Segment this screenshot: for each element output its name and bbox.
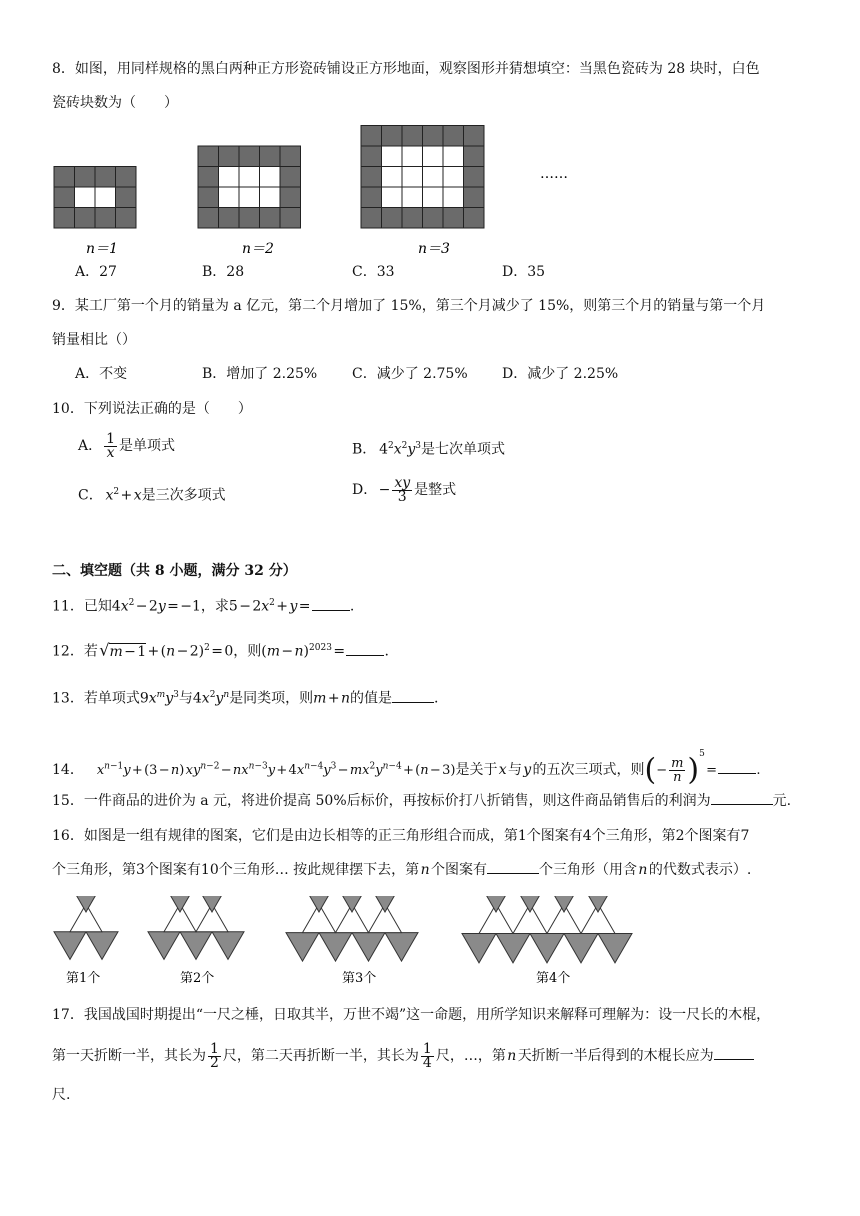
black-tile xyxy=(95,167,116,188)
black-tile xyxy=(75,167,96,188)
black-tile xyxy=(260,208,281,229)
black-tile xyxy=(198,167,219,188)
black-tile xyxy=(382,126,403,147)
white-tile xyxy=(382,167,403,188)
q15: 15．一件商品的进价为 a 元，将进价提高 50%后标价，再按标价打八折销售，则这件商品销售后的利润为 元. xyxy=(52,790,791,812)
q16-stem-line2: 个三角形，第3个图案有10个三角形… 按此规律摆下去，第 n 个图案有 个三角形（用含 n 的代数式表示）. xyxy=(52,859,751,881)
black-tile xyxy=(219,146,240,167)
q9-stem-line2: 销量相比（） xyxy=(52,332,136,348)
q8-stem-line2: 瓷砖块数为（ ） xyxy=(52,95,178,111)
q14: 14． $x^{n-1}y$ + (3 − n) $xy^{n-2}$ − $nx^{n-3}y$ + $4x^{n-4}y^3$ − $mx^2y^{n-4}$ + (n − 3)是关于 x 与 y 的五次三项式，则(− $\frac{m}{n}$ )$^5$ = . xyxy=(52,749,761,788)
fraction-m-over-n: $\frac{m}{n}$ xyxy=(671,756,684,785)
top-triangle xyxy=(581,896,615,912)
black-tile xyxy=(361,187,382,208)
q17-stem-line2: 第一天折断一半，其长为 $\frac{1}{2}$ 尺，第二天再折断一半，其长为 $\frac{1}{4}$ 尺，…，第 n 天折断一半后得到的木棍长应为 xyxy=(52,1036,754,1076)
q9-option-d[interactable]: D．减少了 2.25% xyxy=(502,366,619,382)
fig-label-4: 第4个 xyxy=(536,971,571,986)
q10-option-b[interactable]: B． $4^2x^2y^3$是七次单项式 xyxy=(352,441,506,458)
q13-answer-blank[interactable] xyxy=(392,688,434,703)
white-tile xyxy=(443,146,464,167)
top-triangle xyxy=(164,896,196,912)
white-tile xyxy=(402,146,423,167)
q12: 12．若 √m − 1 + (n − 2)$^2$ = 0，则(m − n)$^{2023}$ = . xyxy=(52,640,389,660)
black-tile xyxy=(443,126,464,147)
bottom-triangle xyxy=(352,933,385,962)
q10-stem: 10．下列说法正确的是（ ） xyxy=(52,401,252,417)
black-tile xyxy=(239,208,260,229)
white-tile xyxy=(95,187,116,208)
black-tile xyxy=(361,146,382,167)
bottom-triangle xyxy=(212,932,244,960)
black-tile xyxy=(402,208,423,229)
top-triangle xyxy=(303,896,336,912)
black-tile xyxy=(116,187,137,208)
q8-stem-line1: 8．如图，用同样规格的黑白两种正方形瓷砖铺设正方形地面，观察图形并猜想填空：当黑色瓷砖为 28 块时，白色 xyxy=(52,61,760,77)
white-tile xyxy=(260,187,281,208)
white-tile xyxy=(423,187,444,208)
fig-label-3: 第3个 xyxy=(342,971,377,986)
black-tile xyxy=(464,167,485,188)
q11-answer-blank[interactable] xyxy=(312,596,350,611)
black-tile xyxy=(260,146,281,167)
white-tile xyxy=(219,167,240,188)
black-tile xyxy=(280,167,301,188)
black-tile xyxy=(464,126,485,147)
q8-option-a[interactable]: A．27 xyxy=(75,264,117,280)
black-tile xyxy=(361,126,382,147)
fraction-1-over-x: $\frac{1}{x}$ xyxy=(106,430,116,461)
top-triangle xyxy=(336,896,369,912)
white-tile xyxy=(239,167,260,188)
black-tile xyxy=(382,208,403,229)
fig-label-1: 第1个 xyxy=(66,971,101,986)
black-tile xyxy=(464,187,485,208)
black-tile xyxy=(402,126,423,147)
fraction-xy-over-3: $\frac{xy}{3}$ xyxy=(394,474,411,505)
q17-answer-blank[interactable] xyxy=(714,1045,754,1060)
q8-option-d[interactable]: D．35 xyxy=(502,264,546,280)
top-triangle xyxy=(70,896,102,912)
white-tile xyxy=(75,187,96,208)
q9-option-c[interactable]: C．减少了 2.75% xyxy=(352,366,468,382)
black-tile xyxy=(280,146,301,167)
q16-stem-line1: 16．如图是一组有规律的图案，它们是由边长相等的正三角形组合而成，第1个图案有4个三角形，第2个图案有7 xyxy=(52,828,750,844)
white-tile xyxy=(219,187,240,208)
white-tile xyxy=(382,187,403,208)
black-tile xyxy=(239,146,260,167)
q13: 13．若单项式$9x^my^3$与$4x^2y^n$是同类项，则m + n的值是 . xyxy=(52,684,438,710)
q15-answer-blank[interactable] xyxy=(711,790,773,805)
white-tile xyxy=(443,187,464,208)
bottom-triangle xyxy=(385,933,418,962)
triangle-pattern-4 xyxy=(462,896,632,963)
fig-label-2: 第2个 xyxy=(180,971,215,986)
q8-option-b[interactable]: B．28 xyxy=(202,264,245,280)
bottom-triangle xyxy=(86,932,118,960)
black-tile xyxy=(95,208,116,229)
q10-option-a[interactable]: A． $\frac{1}{x}$ 是单项式 xyxy=(78,430,176,461)
section-2-title: 二、填空题（共 8 小题，满分 32 分） xyxy=(52,563,297,579)
tile-figure-n1 xyxy=(54,167,136,229)
continuation-dots: …… xyxy=(540,166,568,182)
top-triangle xyxy=(479,896,513,912)
fig-label-n1: n＝1 xyxy=(86,241,118,257)
black-tile xyxy=(423,208,444,229)
q10-option-d[interactable]: D． − $\frac{xy}{3}$ 是整式 xyxy=(352,474,457,505)
black-tile xyxy=(116,208,137,229)
white-tile xyxy=(260,167,281,188)
bottom-triangle xyxy=(54,932,86,960)
white-tile xyxy=(423,146,444,167)
black-tile xyxy=(54,208,75,229)
black-tile xyxy=(54,187,75,208)
white-tile xyxy=(239,187,260,208)
q14-answer-blank[interactable] xyxy=(718,759,756,774)
white-tile xyxy=(382,146,403,167)
q8-option-c[interactable]: C．33 xyxy=(352,264,395,280)
top-triangle xyxy=(369,896,402,912)
bottom-triangle xyxy=(598,933,632,962)
bottom-triangle xyxy=(148,932,180,960)
black-tile xyxy=(361,208,382,229)
white-tile xyxy=(443,167,464,188)
bottom-triangle xyxy=(530,933,564,962)
black-tile xyxy=(464,146,485,167)
black-tile xyxy=(54,167,75,188)
black-tile xyxy=(464,208,485,229)
bottom-triangle xyxy=(496,933,530,962)
fig-label-n2: n＝2 xyxy=(242,241,274,257)
black-tile xyxy=(280,208,301,229)
white-tile xyxy=(402,167,423,188)
triangle-pattern-1 xyxy=(54,896,118,959)
q9-option-a[interactable]: A．不变 xyxy=(75,366,128,382)
q12-answer-blank[interactable] xyxy=(346,641,384,656)
bottom-triangle xyxy=(564,933,598,962)
black-tile xyxy=(116,167,137,188)
bottom-triangle xyxy=(462,933,496,962)
q11: 11．已知$4x^2$ − 2y = −1，求5 − $2x^2$ + y = . xyxy=(52,592,354,618)
top-triangle xyxy=(196,896,228,912)
white-tile xyxy=(402,187,423,208)
q10-option-c[interactable]: C． $x^2$ + x是三次多项式 xyxy=(78,487,226,504)
fraction-1-over-2: $\frac{1}{2}$ xyxy=(210,1040,219,1071)
q17-stem-line1: 17．我国战国时期提出“一尺之棰，日取其半，万世不竭”这一命题，用所学知识来解释可理解为：设一尺长的木棍， xyxy=(52,1007,771,1023)
bottom-triangle xyxy=(319,933,352,962)
black-tile xyxy=(198,146,219,167)
q16-triangle-figures xyxy=(52,896,662,996)
q17-stem-line3: 尺. xyxy=(52,1087,71,1103)
tile-figure-n3 xyxy=(361,126,484,229)
q8-tile-figures xyxy=(50,120,580,260)
black-tile xyxy=(423,126,444,147)
black-tile xyxy=(361,167,382,188)
top-triangle xyxy=(513,896,547,912)
q16-answer-blank[interactable] xyxy=(487,859,539,874)
black-tile xyxy=(75,208,96,229)
bottom-triangle xyxy=(180,932,212,960)
white-tile xyxy=(423,167,444,188)
black-tile xyxy=(280,187,301,208)
triangle-pattern-3 xyxy=(286,896,418,961)
top-triangle xyxy=(547,896,581,912)
black-tile xyxy=(443,208,464,229)
fraction-1-over-4: $\frac{1}{4}$ xyxy=(422,1040,432,1071)
tile-figure-n2 xyxy=(198,146,301,228)
black-tile xyxy=(219,208,240,229)
fig-label-n3: n＝3 xyxy=(418,241,450,257)
q9-stem-line1: 9．某工厂第一个月的销量为 a 亿元，第二个月增加了 15%，第三个月减少了 15%，则第三个月的销量与第一个月 xyxy=(52,298,766,314)
triangle-pattern-2 xyxy=(148,896,244,959)
black-tile xyxy=(198,187,219,208)
bottom-triangle xyxy=(286,933,319,962)
black-tile xyxy=(198,208,219,229)
q9-option-b[interactable]: B．增加了 2.25% xyxy=(202,366,318,382)
